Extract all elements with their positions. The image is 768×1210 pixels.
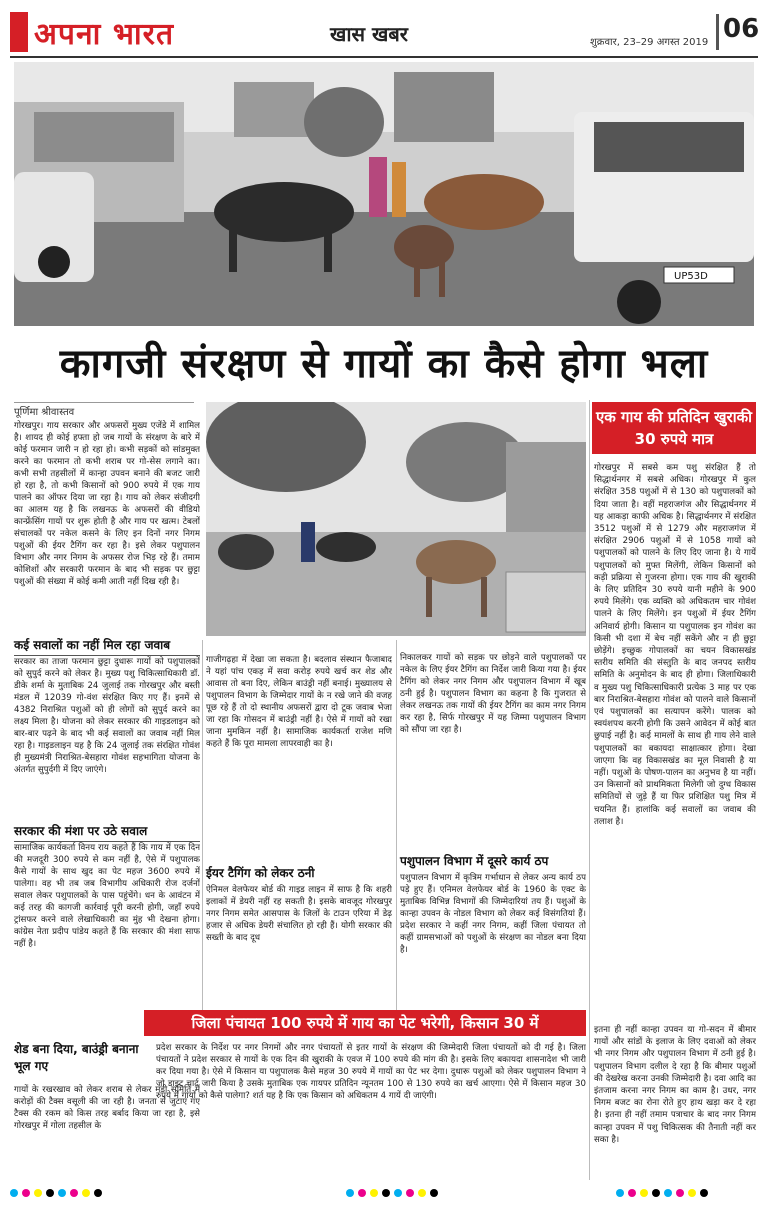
registration-dot (394, 1189, 402, 1197)
registration-dot (94, 1189, 102, 1197)
street-cattle-photo (14, 62, 754, 326)
masthead (0, 0, 768, 60)
registration-dot (22, 1189, 30, 1197)
registration-dot (418, 1189, 426, 1197)
section-text-questions: सरकार का ताजा फरमान छुट्टा दुधारू गायों को पशुपालकों को सुपुर्द करने को लेकर है। मुख्य पशु चिकित्साधिकारी डॉ. डीके शर्मा के मुताबिक 24 जुलाई तक गोरखपुर और बस्ती मंडल में 12039 गो-वंश संरक्षित किए गए हैं। इनमें से 4382 निराश्रित पशुओं को ही लोगों को सुपुर्द करने का लक्ष्य मिला है। योजना को लेकर सरकार की गाइडलाइन को बार-बार पढ़ने के बाद भी कई सवालों का जवाब नहीं मिल रहा है। गाइडलाइन यह है कि 24 जुलाई तक संरक्षित गोवंश ही मुख्यमंत्री निराश्रित-बेसहारा गोवंश सहभागिता योजना के अंतर्गत सुपुर्दगी में दिए जाएंगे। (14, 657, 200, 775)
masthead-rule (10, 56, 758, 58)
registration-dot (430, 1189, 438, 1197)
column-2-text: गाजीगढ़हा में देखा जा सकता है। बदलाव संस्थान फैजाबाद ने यहां पांच एकड़ में सवा करोड़ रुपये खर्च कर शेड और आवास तो बना दिए, लेकिन बाउंड्री नहीं बनाई। मुख्यालय से पशुपालन विभाग के जिम्मेदार गायों के न रखे जाने की वजह पूछ रहे हैं तो दो स्थानीय अफसरों द्वारा दो टूक जवाब भेजा जा रहा कि गोसदन में बाउंड्री नहीं है। ऐसे में गायों को रखा जाना मुमकिन नहीं है। सामाजिक कार्यकर्ता राजेश मणि कहते हैं कि पूरा मामला लापरवाही का है। (206, 655, 392, 749)
sidebar-text: गोरखपुर में सबसे कम पशु संरक्षित हैं तो सिद्धार्थनगर में सबसे अधिक। गोरखपुर में कुल संरक्षित 358 पशुओं में से 130 को पशुपालकों को दिया जाता है। वहीं महराजगंज और सिद्धार्थनगर में यह आकड़ा काफी अधिक है। सिद्धार्थनगर में संरक्षित 3512 पशुओं में से 1279 और महराजगंज में संरक्षित 2906 पशुओं में से 1058 गायों को पशुपालकों को पालने के लिए दिए जाना है। ये गायें पशुपालकों को मुफ्त मिलेंगी, लेकिन किसानों को कड़ी प्रक्रिया से गुजरना होगा। एक गाय की खुराकी के लिए प्रतिदिन 30 रुपये यानी महीने के 900 रुपये मिलेंगे। एक व्यक्ति को अधिकतम चार गोवंश पालने के लिए मिलेंगे। इन पशुओं में ईयर टैगिंग अनिवार्य होगी। किसान या पशुपालक इन गोवंश का किसी भी दशा में बेच नहीं सकेंगे और न ही छुट्टा छोड़ेंगे। इच्छुक गोपालकों का चयन विकासखंड स्तरीय समिति की संस्तुति के बाद जनपद स्तरीय समिति के अनुमोदन के बाद ही होगा। जिलाधिकारी व मुख्य पशु चिकित्साधिकारी प्रत्येक 3 माह पर एक बार निराश्रित-बेसहारा गोवंश को पालने वाले किसानों एवं पशुपालकों का सत्यापन करेंगे। पालक को स्वयंशपथ करनी होगी कि उसने आवेदन में कोई बात छुपाई नहीं है। कई मामलों के साथ ही गाय लेने वाले पशुपालकों का बकायदा साक्षात्कार होगा। देखा जाएगा कि वह विकासखंड का मूल निवासी है या नहीं। पशुओं के पोषण-पालन का अनुभव है या नहीं। उन किसानों को प्राथमिकता मिलेगी जो दुग्ध विकास समितियों से जुड़े हैं या फिर प्रशिक्षित पशु मित्र में चयनित हैं। हालांकि कई सवालों का जवाब की तलाश है। (594, 463, 756, 827)
registration-dot (616, 1189, 624, 1197)
bottom-text: प्रदेश सरकार के निर्देश पर नगर निगमों और नगर पंचायतों से इतर गायों के संरक्षण की जिम्मेदारी जिला पंचायतों को दी गई है। जिला पंचायतों ने प्रदेश सरकार से गायों के एक दिन की खुराकी के एवज में 100 रुपये की मांग की है। इसके लिए बकायदा शासनादेश भी जारी कर दिया गया है। ऐसे में किसान या पशुपालक कैसे महज 30 रुपये में गायों का पेट भर देगा। दुधारू पशुओं को लेकर पशुपालन विभाग ने जो डाइट चार्ट जारी किया है उसके मुताबिक एक गायपर प्रतिदिन न्यूनतम 100 से 130 रुपये का खर्च आएगा। ऐसे में किसान महज 30 रुपये में गायों को कैसे पालेगा? शर्त यह है कि एक किसान को अधिकतम 4 गायें दी जाएंगी। (156, 1043, 586, 1101)
bottom-banner: जिला पंचायत 100 रुपये में गाय का पेट भरेगी, किसान 30 में (144, 1010, 586, 1036)
byline: पूर्णिमा श्रीवास्तव (14, 407, 75, 418)
section-text-dept-work: पशुपालन विभाग में कृत्रिम गर्भाधान से लेकर अन्य कार्य ठप पड़े हुए हैं। एनिमल वेलफेयर बोर्ड के 1960 के एक्ट के मुताबिक विभिन्न विभागों की जिम्मेदारियां तय हैं। पशुओं के कान्हा उपवन के नोडल विभाग को लेकर कई विसंगतियां हैं। प्रदेश सरकार ने कहीं नगर निगम, कहीं जिला पंचायत तो कहीं ग्रामसभाओं को पशुओं के संरक्षण का नोडल बना दिया है। (400, 873, 586, 955)
registration-dot (676, 1189, 684, 1197)
section-heading-text: शेड बना दिया, बाउंड्री बनाना भूल गए (14, 1042, 139, 1073)
registration-dot (358, 1189, 366, 1197)
registration-dot (382, 1189, 390, 1197)
cows-on-road-illustration (206, 402, 586, 636)
section-heading-dept-work (400, 852, 586, 869)
registration-dot (58, 1189, 66, 1197)
registration-dot (70, 1189, 78, 1197)
column-3-text: निकालकर गायों को सड़क पर छोड़ने वाले पशुपालकों पर नकेल के लिए ईयर टैगिंग का निर्देश जारी किया गया है। ईयर टैगिंग को लेकर नगर निगम और पशुपालन विभाग में खूब ठनी हुई है। पशुपालन विभाग का कहना है कि गुजरात से लेकर लखनऊ तक गायों की ईयर टैगिंग का काम नगर निगम कर रहा है, सिर्फ गोरखपुर में यह जिम्मा पशुपालन विभाग को सौंपा जा रहा है। (400, 653, 586, 735)
section-heading-ear-tagging (206, 864, 392, 881)
street-cattle-photo-illustration (14, 62, 754, 326)
byline-rule (14, 402, 194, 403)
registration-dot (406, 1189, 414, 1197)
main-headline: कागजी संरक्षण से गायों का कैसे होगा भला (59, 341, 709, 387)
registration-dot (700, 1189, 708, 1197)
lead-paragraph: गोरखपुर। गाय सरकार और अफसरों मुख्य एजेंडे में शामिल है। शायद ही कोई हफ्ता हो जब गायों के संरक्षण के बारे में कोई फरमान जारी न हो रहा हो। कभी सड़कों को सांडमुक्त करने का फरमान तो कभी शराब पर गो-सेस लगाने का। कभी सभी तहसीलों में कान्हा उपवन बनाने की बजट जारी हो रहा है, तो कभी किसानों को 900 रुपये में एक गाय पालने का ऑफर दिया जा रहा है। गाय को लेकर संजीदगी का आलम यह है कि लखनऊ के अफसरों की वीडियो कान्फ्रेंसिंग गायों पर शुरू होती है और गाय पर खत्म। टेबलों संचालकों पर नकेल कसने के लिए इन दिनों नगर निगम पशुओं की ईयर टैगिंग कर रहा है। इसे लेकर पशुपालन विभाग और नगर निगम के अफसर रोज भिड़ रहे हैं। तमाम कोशिशों और सरकारी फरमान के बाद भी सड़क पर छुट्टा पशुओं की संख्या में कोई कमी आती नहीं दिख रही है। (14, 421, 200, 587)
registration-dot (46, 1189, 54, 1197)
registration-dot (640, 1189, 648, 1197)
sidebar-heading-box: एक गाय की प्रतिदिन खुराकी 30 रुपये मात्र (592, 402, 756, 454)
section-heading-text: सरकार की मंशा पर उठे सवाल (14, 824, 148, 838)
cows-on-road-photo (206, 402, 586, 636)
registration-dot (10, 1189, 18, 1197)
section-title: खास खबर (330, 22, 408, 46)
issue-date: शुक्रवार, 23–29 अगस्त 2019 (590, 37, 709, 48)
section-text-intent: सामाजिक कार्यकर्ता विनय राय कहते हैं कि गाय में एक दिन की मजदूरी 300 रुपये से कम नहीं है, ऐसे में पशुपालक कैसे गायों के साथ खुद का पेट महज 3600 रुपये में पालेगा। वह भी तब जब विभागीय अधिकारी रोज दर्जनों सवाल लेकर पशुपालकों के पास पहुंचेंगे। धन के आवंटन में कई तरह की कागजी कार्रवाई पूरी करनी होगी, जहाँ रुपये ट्रांसफर करने वाले लेखाधिकारी का मुंह भी देखना होगा। कांग्रेस नेता प्रदीप पांडेय कहते हैं कि सरकार की मंशा साफ नहीं है। (14, 843, 200, 949)
registration-dot (34, 1189, 42, 1197)
registration-dot (652, 1189, 660, 1197)
column-rule (396, 640, 397, 1010)
registration-dot (688, 1189, 696, 1197)
page-divider (716, 14, 719, 50)
column-rule (202, 640, 203, 1010)
bottom-right-text: इतना ही नहीं कान्हा उपवन या गो-सदन में बीमार गायों और सांडों के इलाज के लिए दवाओं को लेकर भी नगर निगम और पशुपालन विभाग में ठनी हुई है। पशुपालन विभाग दलील दे रहा है कि बीमार पशुओं की देखरेख करना उनकी जिम्मेदारी है। दवा आदि का इंतजाम करना नगर निगम का काम है। उधर, नगर निगम बजट का रोना रोते हुए हाथ खड़ा कर दे रहा है। इतना ही नहीं तमाम पत्राचार के बाद नगर निगम कान्हा उपवन में पशु चिकित्सक की तैनाती नहीं कर सका है। (594, 1025, 756, 1145)
section-heading-text: कई सवालों का नहीं मिल रहा जवाब (14, 638, 171, 652)
section-text-shed: गायों के रखरखाव को लेकर शराब से लेकर मंडी समिति में करोड़ों की टैक्स वसूली की जा रही है। जनता से जुटाए गए टैक्स की रकम को किस तरह बर्बाद किया जा रहा है, इसे गोरखपुर में गोला तहसील के (14, 1085, 200, 1131)
section-text-ear-tagging: ऐनिमल वेलफेयर बोर्ड की गाइड लाइन में साफ है कि शहरी इलाकों में डेयरी नहीं रह सकती है। इसके बावजूद गोरखपुर नगर निगम समेत आसपास के जिलों के टाउन एरिया में डेढ़ हजार से अधिक डेयरी संचालित हो रही हैं। योगी सरकार की सख्ती के बाद दूध (206, 885, 392, 943)
registration-dot (664, 1189, 672, 1197)
masthead-red-block (10, 12, 28, 52)
registration-dot (346, 1189, 354, 1197)
section-heading-text: पशुपालन विभाग में दूसरे कार्य ठप (400, 854, 549, 868)
section-heading-shed (14, 1040, 148, 1074)
registration-dot (628, 1189, 636, 1197)
registration-dot (82, 1189, 90, 1197)
color-registration-bar (0, 1188, 768, 1198)
column-rule (589, 400, 590, 1180)
masthead-title: अपना भारत (34, 17, 175, 52)
plate-text: UP53D (674, 271, 708, 282)
section-heading-text: ईयर टैगिंग को लेकर ठनी (206, 866, 315, 880)
page-number: 06 (723, 14, 760, 44)
registration-dot (370, 1189, 378, 1197)
